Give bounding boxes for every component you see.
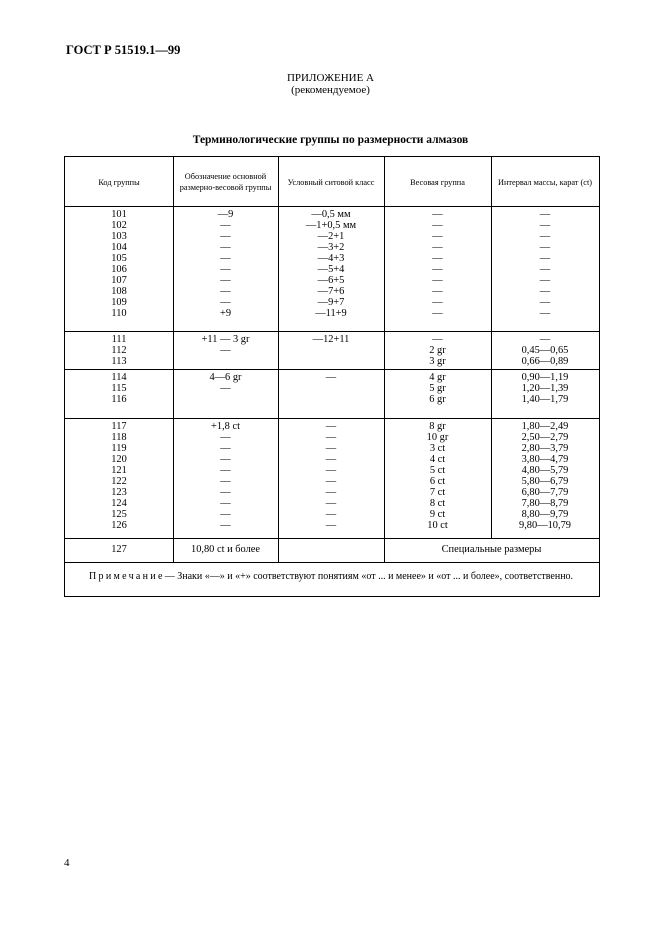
cell-sieve-class: — [325, 421, 337, 432]
cell-sieve-class: — [325, 498, 337, 509]
table-title: Терминологические группы по размерности алмазов [192, 134, 469, 146]
cell-weight-group: — [432, 253, 443, 264]
cell-designation: — [220, 476, 231, 487]
column-header-designation: Обозначение основной размерно-весовой группы [179, 172, 272, 192]
cell-weight-group: 10 gr [426, 432, 449, 443]
cell-designation: — [220, 345, 231, 356]
cell-designation: — [220, 443, 231, 454]
column-divider [278, 538, 279, 562]
cell-weight-group: 3 gr [429, 356, 446, 367]
cell-code: 108 [111, 286, 127, 297]
cell-designation: — [220, 432, 231, 443]
cell-mass-interval: 5,80—6,79 [521, 476, 569, 487]
cell-code: 127 [111, 544, 127, 555]
cell-weight-group: — [432, 286, 443, 297]
column-header-weight-group: Весовая группа [410, 177, 465, 187]
cell-sieve-class: —6+5 [317, 275, 345, 286]
cell-code: 117 [111, 421, 127, 432]
cell-sieve-class: — [325, 465, 337, 476]
appendix-subtitle: (рекомендуемое) [291, 84, 370, 96]
cell-weight-group: 10 ct [427, 520, 448, 531]
cell-designation: — [220, 509, 231, 520]
cell-mass-interval: 9,80—10,79 [519, 520, 571, 531]
cell-designation: — [220, 498, 231, 509]
cell-sieve-class: — [325, 509, 337, 520]
cell-weight-group: 9 ct [429, 509, 446, 520]
cell-mass-interval: — [539, 209, 551, 220]
cell-sieve-class: — [325, 476, 337, 487]
cell-weight-group: — [432, 220, 443, 231]
appendix-title: ПРИЛОЖЕНИЕ А [286, 72, 374, 84]
cell-designation: — [220, 231, 231, 242]
cell-weight-group: 5 gr [429, 383, 446, 394]
cell-designation: 10,80 ct и более [191, 544, 260, 555]
cell-weight-group: 4 gr [429, 372, 446, 383]
cell-designation: — [220, 487, 231, 498]
cell-mass-interval: — [539, 275, 551, 286]
cell-designation: — [220, 220, 231, 231]
cell-code: 110 [111, 308, 127, 319]
cell-sieve-class: —0,5 мм [311, 209, 351, 220]
cell-mass-interval: 6,80—7,79 [521, 487, 569, 498]
cell-weight-group: — [432, 275, 443, 286]
cell-code: 122 [111, 476, 127, 487]
cell-weight-group: — [432, 308, 443, 319]
cell-mass-interval: — [539, 334, 551, 345]
cell-mass-interval: — [539, 264, 551, 275]
cell-sieve-class: —1+0,5 мм [305, 220, 357, 231]
column-header-sieve-class: Условный ситовой класс [287, 177, 375, 187]
cell-mass-interval: — [539, 231, 551, 242]
cell-designation: — [220, 454, 231, 465]
cell-code: 102 [111, 220, 127, 231]
cell-weight-group: 8 ct [429, 498, 446, 509]
cell-sieve-class: — [325, 454, 337, 465]
cell-designation: — [220, 383, 231, 394]
cell-mass-interval: 1,20—1,39 [521, 383, 569, 394]
cell-code: 107 [111, 275, 127, 286]
cell-sieve-class: — [325, 432, 337, 443]
cell-weight-group: — [432, 242, 443, 253]
appendix-heading [0, 72, 661, 96]
cell-weight-group: 2 gr [429, 345, 446, 356]
row-divider [65, 562, 599, 563]
cell-weight-group: 3 ct [429, 443, 446, 454]
cell-sieve-class: — [325, 372, 337, 383]
cell-mass-interval: 1,80—2,49 [521, 421, 569, 432]
cell-mass-interval: 4,80—5,79 [521, 465, 569, 476]
cell-mass-interval: — [539, 242, 551, 253]
cell-designation: — [220, 286, 231, 297]
cell-designation: — [220, 520, 231, 531]
cell-sieve-class: —9+7 [317, 297, 345, 308]
cell-designation: — [220, 465, 231, 476]
cell-code: 125 [111, 509, 127, 520]
standard-header: ГОСТ Р 51519.1—99 [66, 43, 181, 57]
cell-code: 106 [111, 264, 127, 275]
cell-weight-group: 7 ct [429, 487, 446, 498]
cell-designation: — [220, 264, 231, 275]
row-divider [65, 418, 599, 419]
cell-sieve-class: — [325, 487, 337, 498]
row-divider [65, 369, 599, 370]
cell-mass-interval: 7,80—8,79 [521, 498, 569, 509]
cell-mass-interval: 8,80—9,79 [521, 509, 569, 520]
cell-code: 101 [111, 209, 127, 220]
note-label: Примечание [89, 571, 165, 582]
cell-designation: — [220, 297, 231, 308]
cell-designation: —9 [217, 209, 234, 220]
cell-weight-group: 5 ct [429, 465, 446, 476]
cell-code: 113 [111, 356, 127, 367]
cell-sieve-class: —12+11 [312, 334, 350, 345]
column-header-code: Код группы [98, 177, 140, 187]
cell-weight-group: — [432, 297, 443, 308]
cell-weight-group: — [432, 264, 443, 275]
cell-weight-group: 8 gr [429, 421, 446, 432]
cell-code: 109 [111, 297, 127, 308]
cell-designation: — [220, 242, 231, 253]
cell-weight-group: 6 gr [429, 394, 446, 405]
cell-mass-interval: — [539, 286, 551, 297]
cell-code: 120 [111, 454, 127, 465]
cell-code: 115 [111, 383, 127, 394]
cell-sieve-class: —3+2 [317, 242, 345, 253]
cell-mass-interval: 1,40—1,79 [521, 394, 569, 405]
cell-designation: — [220, 275, 231, 286]
size-groups-table [64, 156, 600, 597]
cell-mass-interval: — [539, 297, 551, 308]
cell-designation: — [220, 253, 231, 264]
cell-sieve-class: —2+1 [317, 231, 345, 242]
cell-designation: 4—6 gr [209, 372, 242, 383]
cell-sieve-class: —11+9 [315, 308, 347, 319]
cell-code: 119 [111, 443, 127, 454]
cell-mass-interval: 0,45—0,65 [521, 345, 569, 356]
cell-code: 105 [111, 253, 127, 264]
cell-mass-interval: 0,90—1,19 [521, 372, 569, 383]
page-number: 4 [64, 857, 70, 869]
cell-code: 121 [111, 465, 127, 476]
cell-sieve-class: — [325, 520, 337, 531]
cell-sieve-class: —5+4 [317, 264, 345, 275]
cell-designation: +9 [219, 308, 232, 319]
cell-code: 126 [111, 520, 127, 531]
table-note [75, 570, 589, 583]
row-divider [65, 206, 599, 207]
cell-weight-group: 4 ct [429, 454, 446, 465]
cell-designation: +11 — 3 gr [201, 334, 250, 345]
cell-sieve-class: —7+6 [317, 286, 345, 297]
cell-mass-interval: 2,80—3,79 [521, 443, 569, 454]
cell-weight-group: — [432, 334, 443, 345]
cell-special-sizes: Специальные размеры [441, 544, 542, 555]
cell-code: 111 [111, 334, 127, 345]
cell-mass-interval: 3,80—4,79 [521, 454, 569, 465]
cell-code: 104 [111, 242, 127, 253]
cell-mass-interval: — [539, 220, 551, 231]
column-header-mass-interval: Интервал массы, карат (ct) [497, 177, 593, 187]
cell-weight-group: 6 ct [429, 476, 446, 487]
cell-sieve-class: —4+3 [317, 253, 345, 264]
cell-code: 112 [111, 345, 127, 356]
row-divider [65, 538, 599, 539]
cell-mass-interval: 0,66—0,89 [521, 356, 569, 367]
cell-mass-interval: — [539, 308, 551, 319]
cell-code: 124 [111, 498, 127, 509]
cell-mass-interval: — [539, 253, 551, 264]
cell-designation: +1,8 ct [211, 421, 240, 432]
cell-mass-interval: 2,50—2,79 [521, 432, 569, 443]
row-divider [65, 331, 599, 332]
cell-sieve-class: — [325, 443, 337, 454]
cell-weight-group: — [432, 209, 443, 220]
cell-code: 103 [111, 231, 127, 242]
cell-weight-group: — [432, 231, 443, 242]
cell-code: 118 [111, 432, 127, 443]
cell-code: 123 [111, 487, 127, 498]
note-text: — Знаки «—» и «+» соответствуют понятиям «от ... и менее» и «от ... и более», соответственно. [164, 571, 574, 582]
cell-code: 116 [111, 394, 127, 405]
cell-code: 114 [111, 372, 127, 383]
